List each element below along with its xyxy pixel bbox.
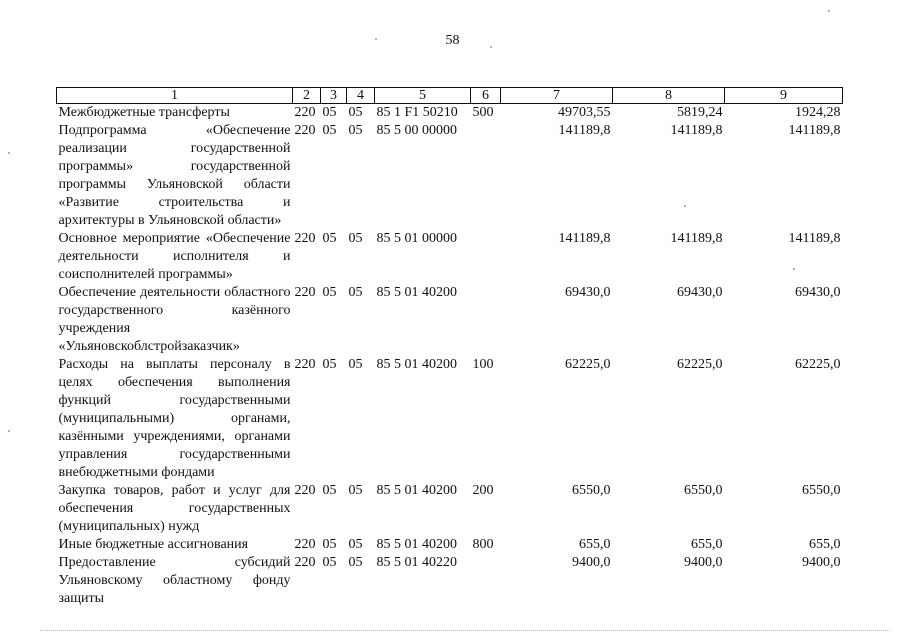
row-name: Закупка товаров, работ и услуг для обеспечения государственных (муниципальных) нужд <box>58 483 291 534</box>
scan-speck <box>490 46 492 48</box>
cell-subsection: 05 <box>348 105 363 120</box>
cell-code: 220 <box>294 123 316 138</box>
header-row <box>57 88 843 104</box>
cell-amount-7: 655,0 <box>579 537 611 552</box>
scan-edge <box>40 630 890 632</box>
cell-section: 05 <box>322 123 337 138</box>
table-row <box>57 482 843 536</box>
cell-amount-8: 6550,0 <box>684 483 723 498</box>
scan-speck <box>8 152 10 154</box>
cell-code: 220 <box>294 537 316 552</box>
cell-amount-8: 655,0 <box>691 537 723 552</box>
cell-amount-9: 9400,0 <box>802 555 841 570</box>
cell-type <box>471 554 501 608</box>
cell-target: 85 5 01 40200 <box>376 537 457 552</box>
table-row <box>57 284 843 356</box>
cell-section: 05 <box>322 105 337 120</box>
header-cell: 4 <box>347 88 375 104</box>
cell-amount-7: 49703,55 <box>558 105 611 120</box>
header-cell: 6 <box>471 88 501 104</box>
row-name: Межбюджетные трансферты <box>58 105 230 120</box>
cell-amount-9: 141189,8 <box>788 231 841 246</box>
header-cell: 7 <box>501 88 613 104</box>
header-cell: 9 <box>725 88 843 104</box>
table-row <box>57 230 843 284</box>
cell-amount-9: 1924,28 <box>795 105 841 120</box>
cell-amount-7: 69430,0 <box>565 285 611 300</box>
cell-amount-9: 62225,0 <box>795 357 841 372</box>
cell-section: 05 <box>322 483 337 498</box>
cell-amount-9: 6550,0 <box>802 483 841 498</box>
header-cell: 1 <box>57 88 293 104</box>
cell-amount-8: 5819,24 <box>677 105 723 120</box>
cell-amount-9: 141189,8 <box>788 123 841 138</box>
cell-code: 220 <box>294 105 316 120</box>
cell-section: 05 <box>322 357 337 372</box>
cell-type: 100 <box>472 357 494 372</box>
cell-target: 85 5 00 00000 <box>376 123 457 138</box>
cell-amount-8: 69430,0 <box>677 285 723 300</box>
cell-type <box>471 230 501 284</box>
header-cell: 8 <box>613 88 725 104</box>
cell-type: 800 <box>472 537 494 552</box>
cell-subsection: 05 <box>348 285 363 300</box>
cell-code: 220 <box>294 231 316 246</box>
table-row <box>57 536 843 554</box>
cell-type: 500 <box>472 105 494 120</box>
header-cell: 2 <box>293 88 321 104</box>
cell-amount-8: 141189,8 <box>670 123 723 138</box>
cell-code: 220 <box>294 555 316 570</box>
cell-amount-7: 9400,0 <box>572 555 611 570</box>
page-number: 58 <box>445 33 460 48</box>
row-name: Подпрограмма «Обеспечение реализации государственной программы» государственной программы Ульяновской области «Развитие строительства и архитектуры в Ульяновской области» <box>58 123 291 228</box>
row-name: Иные бюджетные ассигнования <box>58 537 249 552</box>
cell-type <box>471 284 501 356</box>
cell-amount-9: 69430,0 <box>795 285 841 300</box>
cell-amount-7: 6550,0 <box>572 483 611 498</box>
cell-subsection: 05 <box>348 123 363 138</box>
header-cell: 3 <box>321 88 347 104</box>
scan-speck <box>828 10 830 12</box>
cell-subsection: 05 <box>348 555 363 570</box>
cell-code: 220 <box>294 285 316 300</box>
cell-target: 85 5 01 40200 <box>376 357 457 372</box>
header-cell: 5 <box>375 88 471 104</box>
cell-amount-9: 655,0 <box>809 537 841 552</box>
scan-speck <box>8 430 10 432</box>
row-name: Обеспечение деятельности областного государственного казённого учреждения «Ульяновскоблстройзаказчик» <box>58 285 291 354</box>
row-name: Расходы на выплаты персоналу в целях обеспечения выполнения функций государственными (муниципальными) органами, казёнными учреждениями, органами управления государственными внебюджетными фондами <box>58 357 291 480</box>
cell-subsection: 05 <box>348 483 363 498</box>
scan-speck <box>375 38 377 40</box>
cell-section: 05 <box>322 285 337 300</box>
scan-speck <box>793 268 795 270</box>
cell-target: 85 5 01 40220 <box>376 555 457 570</box>
cell-type <box>471 122 501 230</box>
table-row <box>57 356 843 482</box>
cell-amount-8: 141189,8 <box>670 231 723 246</box>
cell-amount-8: 9400,0 <box>684 555 723 570</box>
table-row <box>57 122 843 230</box>
cell-type: 200 <box>472 483 494 498</box>
row-name: Предоставление субсидий Ульяновскому областному фонду защиты <box>58 555 291 606</box>
cell-code: 220 <box>294 483 316 498</box>
cell-target: 85 1 F1 50210 <box>376 105 458 120</box>
cell-target: 85 5 01 40200 <box>376 285 457 300</box>
cell-section: 05 <box>322 231 337 246</box>
row-name: Основное мероприятие «Обеспечение деятельности исполнителя и соисполнителей программы» <box>58 231 291 282</box>
cell-target: 85 5 01 40200 <box>376 483 457 498</box>
budget-table <box>56 87 843 608</box>
table-row <box>57 104 843 123</box>
cell-subsection: 05 <box>348 231 363 246</box>
cell-section: 05 <box>322 537 337 552</box>
cell-subsection: 05 <box>348 537 363 552</box>
cell-amount-7: 62225,0 <box>565 357 611 372</box>
cell-amount-8: 62225,0 <box>677 357 723 372</box>
cell-amount-7: 141189,8 <box>558 123 611 138</box>
cell-section: 05 <box>322 555 337 570</box>
table-row <box>57 554 843 608</box>
cell-target: 85 5 01 00000 <box>376 231 457 246</box>
cell-subsection: 05 <box>348 357 363 372</box>
cell-amount-7: 141189,8 <box>558 231 611 246</box>
cell-code: 220 <box>294 357 316 372</box>
scan-speck <box>684 205 686 207</box>
